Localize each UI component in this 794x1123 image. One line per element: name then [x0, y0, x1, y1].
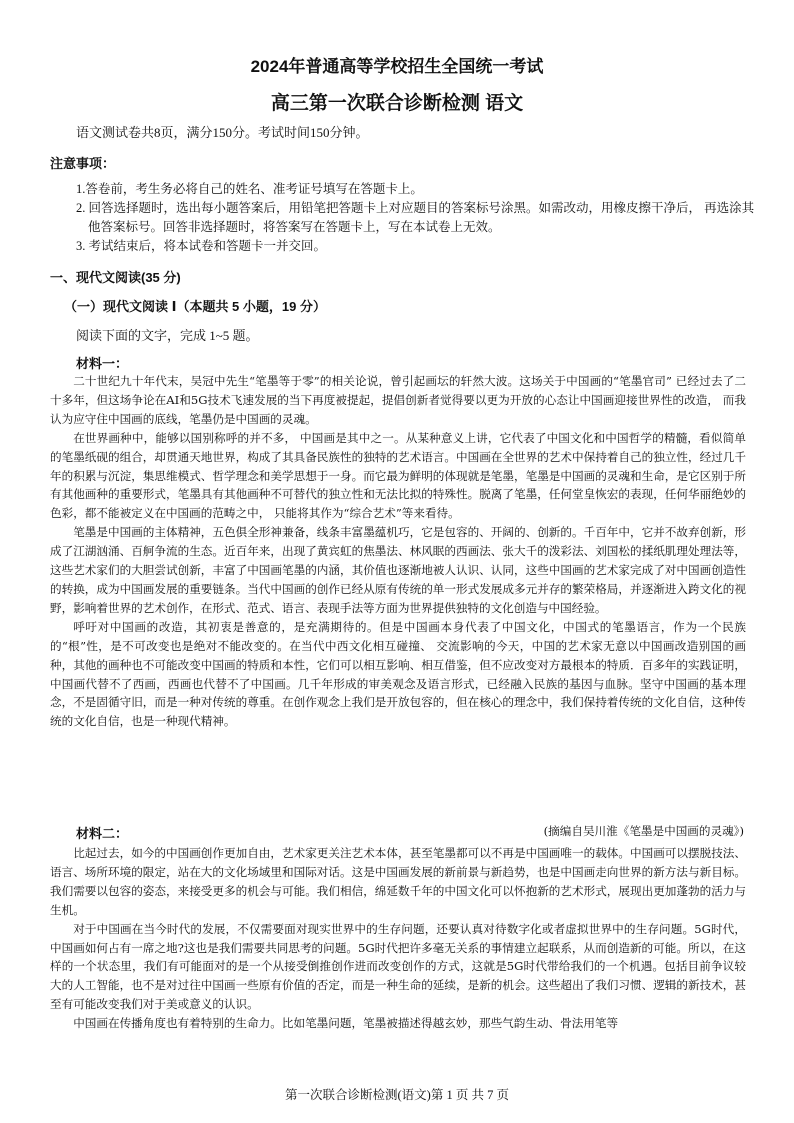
material1-body [50, 372, 746, 731]
material2-paragraph: 对于中国画在当今时代的发展，不仅需要面对现实世界中的生存问题，还要认真对待数字化或者虚拟世界中的生存问题。5G时代，中国画如何占有一席之地?这也是我们需要共同思考的问题。5G时代把许多毫无关系的事情建立起联系，从而创造新的可能。所以，在这样的一个状态里，我们有可能面对的是一个从接受倒推创作进而改变创作的方式，这就是5G时代带给我们的一个机遇。包括目前争议较大的人工智能，也不是对过往中国画一些原有价值的否定，而是一种生命的延续，是新的机会。这些超出了我们习惯、逻辑的新技术，甚至有可能改变我们对于美或意义的认识。 [50, 921, 746, 1012]
material2-label: 材料二： [76, 826, 129, 841]
page-footer: 第一次联合诊断检测(语文)第 1 页 共 7 页 [285, 1088, 509, 1102]
material1-paragraph: 二十世纪九十年代末，吴冠中先生“笔墨等于零”的相关论说，曾引起画坛的轩然大波。这场关于中国画的“笔墨官司” 已经过去了二十多年，但这场争论在AI和5G技术飞速发展的当下再度被提起，提倡创新者觉得要以更为开放的心态让中国画迎接世界性的改造， 而我认为应守住中国画的底线，笔墨仍是中国画的灵魂。 [50, 374, 746, 426]
exam-info: 语文测试卷共8页，满分150分。考试时间150分钟。 [76, 125, 369, 140]
material2-paragraph: 比起过去，如今的中国画创作更加自由，艺术家更关注艺术本体，甚至笔墨都可以不再是中国画唯一的载体。中国画可以摆脱技法、语言、场所环境的限定，站在大的文化场域里和国际对话。这是中国画发展的新前景与新趋势，也是中国画走向世界的新方法与新目标。我们需要以包容的姿态，来接受更多的机会与可能。我们相信，绵延数千年的中国文化可以怀抱新的艺术形式，展现出更加蓬勃的活力与生机。 [50, 846, 746, 917]
material1-paragraph: 在世界画种中，能够以国别称呼的并不多， 中国画是其中之一。从某种意义上讲，它代表了中国文化和中国哲学的精髓，看似简单的笔墨纸砚的组合，却贯通天地世界，构成了其具备民族性的独特的艺术语言。中国画在全世界的艺术中保持着自己的独立性，经过几千年的积累与沉淀，集思维模式、哲学理念和美学思想于一身。而它最为鲜明的体现就是笔墨，笔墨是中国画的灵魂和生命，是它区别于所有其他画种的重要形式，笔墨具有其他画种不可替代的独立性和无法比拟的特殊性。脱离了笔墨，任何堂皇恢宏的表现，任何华丽绝妙的色彩，都不能被定义在中国画的范畴之中， 只能将其作为“综合艺术”等来看待。 [50, 430, 746, 521]
notice-item: 1.答卷前，考生务必将自己的姓名、准考证号填写在答题卡上。 [76, 182, 423, 196]
notice-heading: 注意事项： [50, 156, 116, 171]
section-heading: 一、现代文阅读(35 分) [50, 270, 181, 285]
notice-item: 2. 回答选择题时，选出每小题答案后，用铅笔把答题卡上对应题目的答案标号涂黑。如需改动，用橡皮擦干净后， 再选涂其他答案标号。回答非选择题时，将答案写在答题卡上，写在本试卷上无效。 [76, 201, 755, 234]
material2-body [50, 844, 746, 1033]
material1-paragraph: 呼吁对中国画的改造，其初衷是善意的，是充满期待的。但是中国画本身代表了中国文化，中国式的笔墨语言，作为一个民族的“根”性，是不可改变也是绝对不能改变的。在当代中西文化相互碰撞、 交流影响的今天，中国的艺术家无意以中国画改造别国的画种，其他的画种也不可能改变中国画的特质和本性，它们可以相互影响、相互借鉴，但不应改变对方最根本的特质．百多年的实践证明，中国画代替不了西画，西画也代替不了中国画。几千年形成的审美观念及语言形式，已经融入民族的基因与血脉。坚守中国画的基本理念，不是固循守旧，而是一种对传统的尊重。在创作观念上我们是开放包容的，但在核心的理念中，我们保持着传统的文化自信，这种传统的文化自信，也是一种现代精神。 [50, 619, 746, 729]
reading-instruction: 阅读下面的文字，完成 1~5 题。 [76, 328, 259, 343]
material1-source: (摘编自吴川淮《笔墨是中国画的灵魂》) [543, 824, 744, 838]
notice-list [76, 180, 756, 256]
notice-item: 3. 考试结束后，将本试卷和答题卡一并交回。 [76, 239, 327, 253]
material2-paragraph: 中国画在传播角度也有着特别的生命力。比如笔墨问题，笔墨被描述得越玄妙，那些气韵生动、骨法用笔等 [73, 1016, 619, 1031]
material1-label: 材料一： [76, 356, 129, 371]
material1-paragraph: 笔墨是中国画的主体精神，五色俱全形神兼备，线条丰富墨蕴机巧，它是包容的、开阔的、创新的。千百年中，它并不故弃创新，形成了江湖汹涌、百舸争流的生态。近百年来，出现了黄宾虹的焦墨法、林风眠的西画法、张大千的泼彩法、刘国松的揉纸肌理处理法等，这些艺术家们的大胆尝试创新，丰富了中国画笔墨的内涵，其价值也逐渐地被人认识、认同，这些中国画的艺术家完成了对中国画创造性的转换，成为中国画发展的重要链条。当代中国画的创作已经从原有传统的单一形式发展成多元并存的繁荣格局，并逐渐进入跨文化的视野，影响着世界的艺术创作，在形式、范式、语言、表现手法等方面为世界提供独特的文化创造与中国经验。 [50, 525, 746, 615]
subsection-heading: （一）现代文阅读 Ⅰ（本题共 5 小题，19 分） [64, 299, 326, 314]
exam-subtitle: 高三第一次联合诊断检测 语文 [270, 93, 524, 114]
exam-title: 2024年普通高等学校招生全国统一考试 [250, 57, 544, 76]
